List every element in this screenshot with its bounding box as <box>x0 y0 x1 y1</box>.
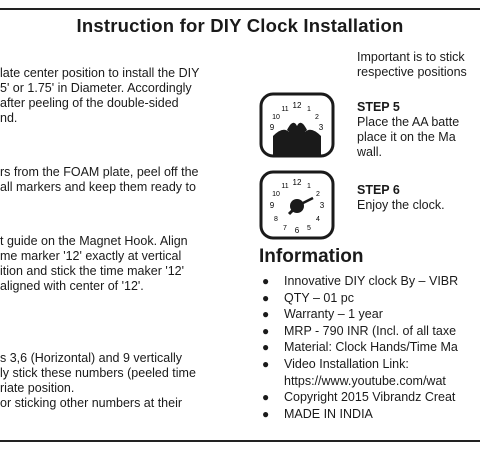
clock-number: 11 <box>281 106 289 113</box>
item-text: Material: Clock Hands/Time Ma <box>284 340 458 355</box>
text-line: riate position. <box>0 381 75 395</box>
clock-number: 9 <box>269 123 275 132</box>
list-item <box>258 406 480 423</box>
item-text: Video Installation Link: <box>284 356 409 371</box>
text-line: or sticking other numbers at their <box>0 396 183 410</box>
clock-number: 4 <box>316 216 320 223</box>
bullet-icon: ● <box>262 274 270 288</box>
clock-number: 10 <box>272 191 280 198</box>
clock-number: 11 <box>281 183 289 190</box>
clock-number: 6 <box>294 226 300 235</box>
list-item <box>258 356 480 373</box>
step-2-text <box>0 165 198 195</box>
clock-number: 12 <box>292 101 302 110</box>
step-5-clock-illustration <box>259 92 335 158</box>
bullet-icon: ● <box>262 390 270 405</box>
list-item <box>258 389 480 406</box>
step-6-title: STEP 6 <box>357 183 400 197</box>
list-item <box>258 290 480 307</box>
information-list <box>258 273 480 422</box>
item-text: Copyright 2015 Vibrandz Creat <box>284 390 456 405</box>
list-item <box>258 273 480 290</box>
text-line: wall. <box>357 145 383 159</box>
step-5-text <box>357 100 459 160</box>
step-6-text <box>357 183 445 213</box>
item-text: Innovative DIY clock By – VIBR <box>284 274 459 288</box>
clock-number: 3 <box>319 201 325 210</box>
clock-number: 1 <box>307 183 311 190</box>
item-text: QTY – 01 pc <box>284 290 354 305</box>
item-text: Warranty – 1 year <box>284 307 383 322</box>
clock-number: 3 <box>318 123 324 132</box>
clock-number: 7 <box>283 225 287 232</box>
text-line: Important is to stick <box>357 50 465 64</box>
text-line: s 3,6 (Horizontal) and 9 vertically <box>0 351 183 365</box>
text-line: Place the AA batte <box>357 115 460 129</box>
bullet-icon: ● <box>262 356 270 371</box>
text-line: all markers and keep them ready to <box>0 180 196 194</box>
text-line: ly stick these numbers (peeled time <box>0 366 196 380</box>
text-line: 5' or 1.75' in Diameter. Accordingly <box>0 81 192 95</box>
text-line: Enjoy the clock. <box>357 198 445 212</box>
text-line: nd. <box>0 111 18 125</box>
list-item <box>258 339 480 356</box>
clock-center-icon <box>290 199 304 213</box>
text-line: me marker '12' exactly at vertical <box>0 249 182 263</box>
text-line: late center position to install the DIY <box>0 66 200 80</box>
item-text: MADE IN INDIA <box>284 406 373 421</box>
bullet-icon: ● <box>262 307 270 322</box>
page-title: Instruction for DIY Clock Installation <box>76 15 404 36</box>
information-heading: Information <box>259 246 364 267</box>
step-1-text <box>0 66 199 126</box>
important-note <box>357 50 467 80</box>
text-line: ition and stick the time maker '12' <box>0 264 185 278</box>
clock-number: 1 <box>307 106 311 113</box>
bullet-icon: ● <box>262 290 270 305</box>
clock-number: 8 <box>274 216 278 223</box>
item-text: MRP - 790 INR (Incl. of all taxe <box>284 323 457 338</box>
video-link-text[interactable]: https://www.youtube.com/wat <box>284 373 446 388</box>
clock-number: 2 <box>316 191 320 198</box>
step-4-text <box>0 351 196 411</box>
clock-number: 12 <box>292 178 302 187</box>
list-item <box>258 306 480 323</box>
step-6-clock-illustration <box>259 170 335 240</box>
text-line: aligned with center of '12'. <box>0 279 144 293</box>
clock-number: 5 <box>307 225 311 232</box>
bullet-icon: ● <box>262 323 270 338</box>
text-line: place it on the Ma <box>357 130 456 144</box>
step-3-text <box>0 234 188 294</box>
bullet-icon: ● <box>262 406 270 421</box>
clock-number: 9 <box>269 201 275 210</box>
clock-number: 2 <box>315 114 319 121</box>
text-line: t guide on the Magnet Hook. Align <box>0 234 188 248</box>
text-line: rs from the FOAM plate, peel off the <box>0 165 199 179</box>
clock-number: 10 <box>272 114 280 121</box>
text-line: after peeling of the double-sided <box>0 96 179 110</box>
text-line: respective positions <box>357 65 467 79</box>
video-link[interactable] <box>258 373 480 390</box>
bullet-icon: ● <box>262 340 270 355</box>
step-5-title: STEP 5 <box>357 100 400 114</box>
list-item <box>258 323 480 340</box>
